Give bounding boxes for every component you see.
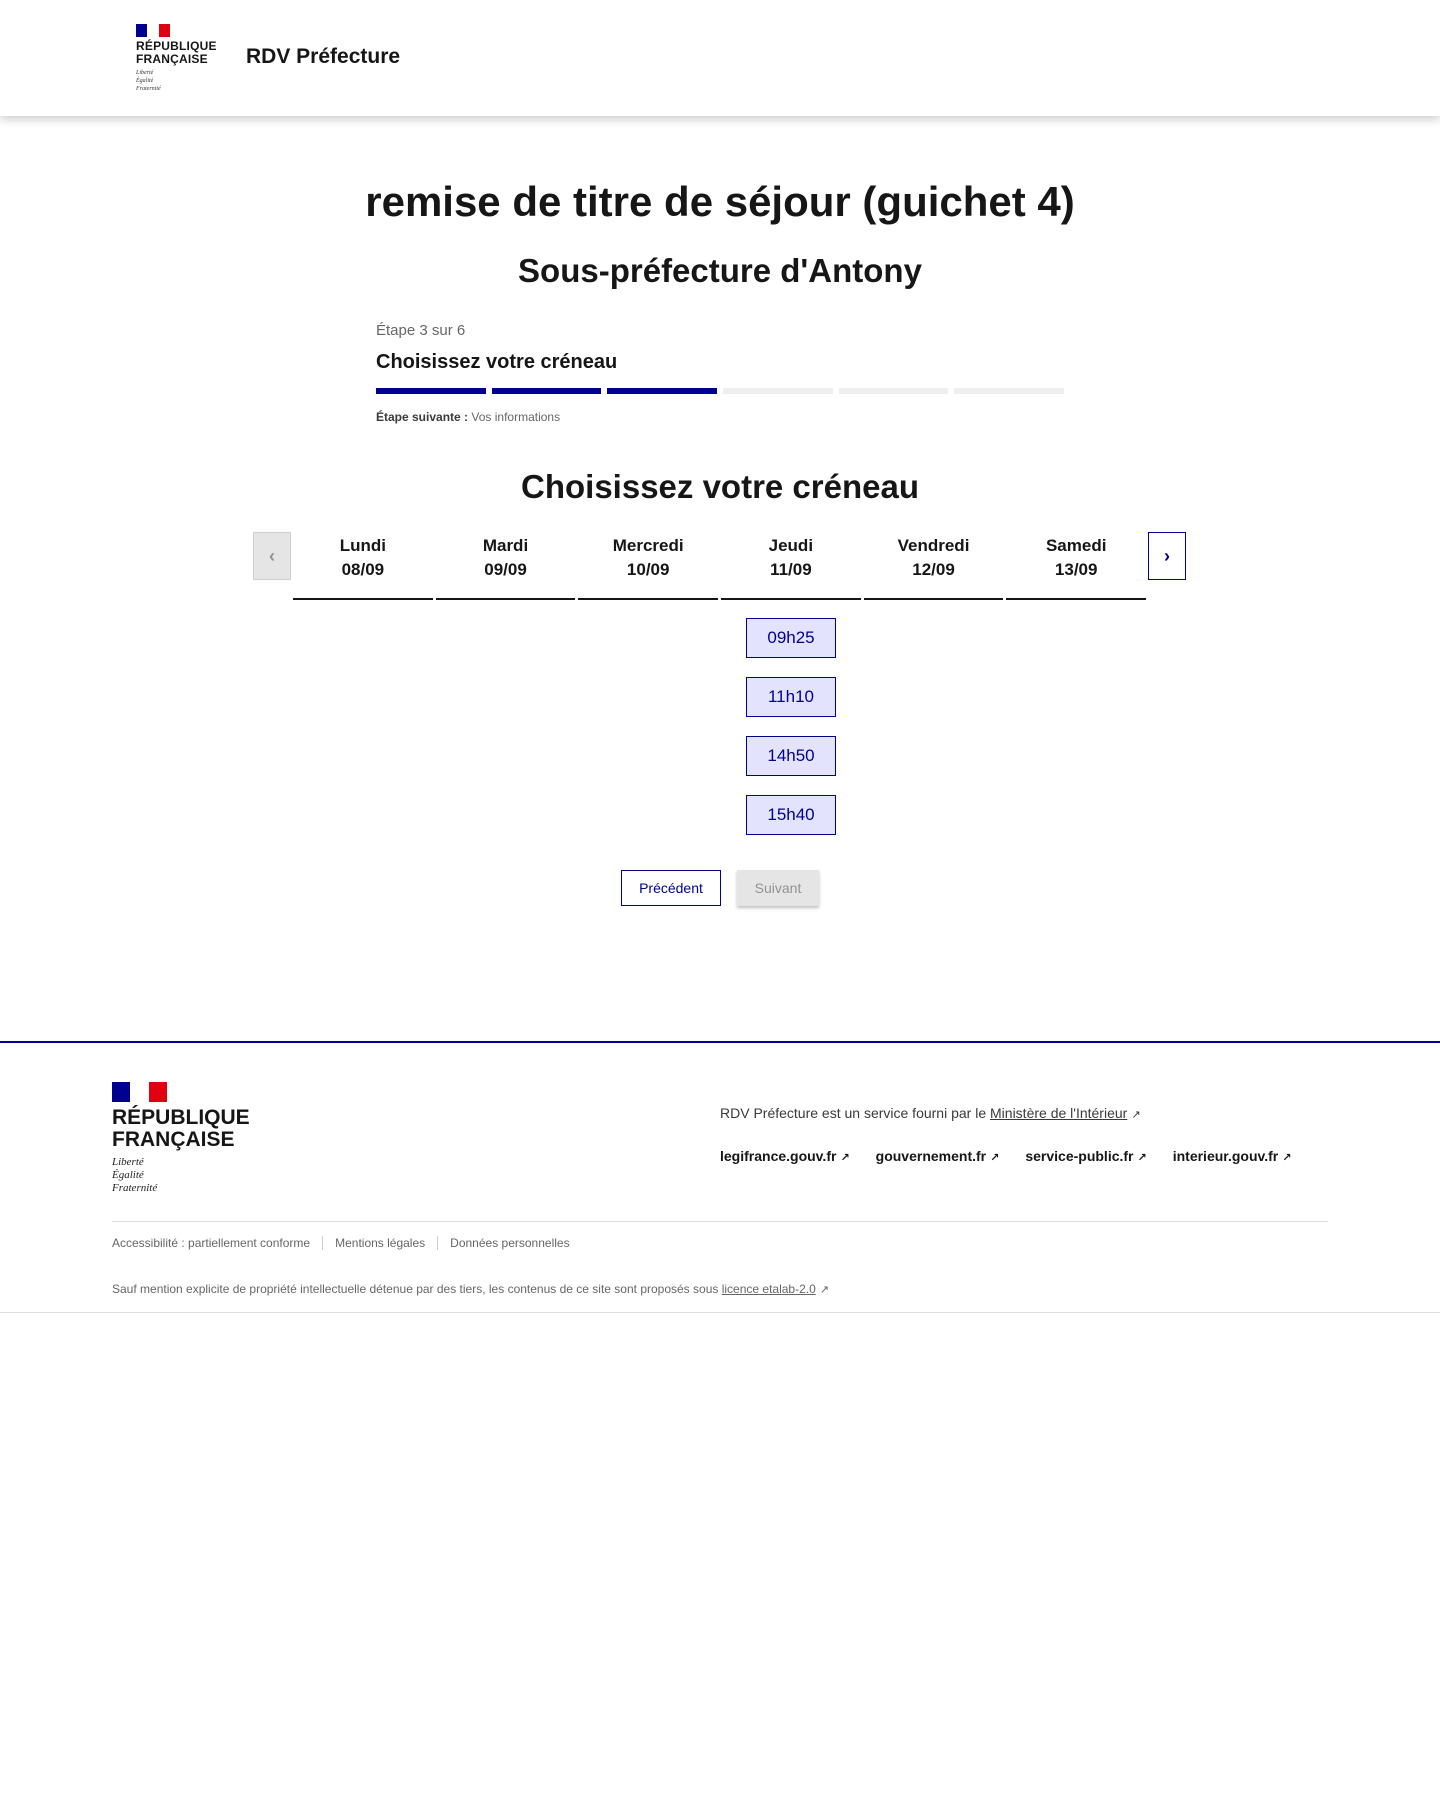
- stepper-next-step: [376, 410, 1064, 424]
- section-title: Choisissez votre créneau: [521, 468, 919, 505]
- external-link-icon: ↗: [819, 1284, 829, 1296]
- day-name: Jeudi: [768, 536, 814, 555]
- day-date: 12/09: [912, 560, 955, 579]
- day-name: Mercredi: [612, 536, 684, 555]
- day-name: Vendredi: [897, 536, 970, 555]
- chevron-left-icon: ‹: [269, 545, 275, 566]
- motto-line-2: Égalité: [136, 78, 154, 84]
- day-column-vendredi: [864, 532, 1004, 600]
- page-title: remise de titre de séjour (guichet 4): [365, 178, 1075, 225]
- stepper-segment: [839, 388, 949, 394]
- stepper-segment: [954, 388, 1064, 394]
- logo-line-1: RÉPUBLIQUE: [136, 39, 217, 53]
- external-link-icon: ↗: [840, 1152, 850, 1164]
- logo-text: [136, 40, 220, 66]
- day-column-samedi: [1006, 532, 1146, 600]
- footer-logo-motto: [112, 1156, 250, 1195]
- footer-link-gouvernement[interactable]: [876, 1148, 1000, 1164]
- page-subtitle: Sous-préfecture d'Antony: [518, 252, 922, 289]
- day-name: Mardi: [482, 536, 529, 555]
- time-slot-button[interactable]: 11h10: [746, 677, 836, 717]
- site-header: [0, 0, 1440, 116]
- footer-link-label: gouvernement.fr: [875, 1148, 987, 1164]
- day-name: Lundi: [339, 536, 386, 555]
- time-slots-jeudi: [746, 618, 836, 854]
- footer-link-label: service-public.fr: [1025, 1148, 1134, 1164]
- time-slot-button[interactable]: 09h25: [746, 618, 836, 658]
- footer-license: [112, 1282, 829, 1296]
- footer-republique-francaise-logo[interactable]: [112, 1082, 250, 1195]
- personal-data-link[interactable]: Données personnelles: [437, 1236, 581, 1250]
- calendar-days: [293, 532, 1146, 600]
- external-link-icon: ↗: [990, 1152, 1000, 1164]
- day-date: 13/09: [1054, 560, 1098, 579]
- footer-links: [720, 1148, 1291, 1164]
- day-column-mardi: [436, 532, 576, 600]
- marianne-flag-icon: [136, 24, 170, 37]
- chevron-right-icon: ›: [1164, 545, 1170, 566]
- republique-francaise-logo[interactable]: [136, 24, 220, 93]
- stepper-segment: [607, 388, 717, 394]
- footer-link-legifrance[interactable]: [720, 1148, 850, 1164]
- service-title[interactable]: RDV Préfecture: [246, 45, 401, 68]
- previous-week-button[interactable]: [253, 532, 291, 580]
- stepper-next-value: Vos informations: [471, 410, 561, 424]
- license-link[interactable]: licence etalab-2.0: [721, 1282, 816, 1296]
- footer-bottom-links: [112, 1236, 582, 1250]
- previous-button[interactable]: Précédent: [621, 870, 721, 906]
- footer-logo-line-1: RÉPUBLIQUE: [112, 1106, 250, 1129]
- day-column-lundi: [293, 532, 433, 600]
- external-link-icon: ↗: [1282, 1152, 1292, 1164]
- footer-motto-line-2: Égalité: [112, 1169, 144, 1181]
- stepper-progress: [376, 388, 1064, 394]
- logo-motto: [136, 69, 220, 93]
- footer-logo-line-2: FRANÇAISE: [112, 1128, 235, 1151]
- day-column-jeudi: [721, 532, 861, 600]
- license-text: Sauf mention explicite de propriété intellectuelle détenue par des tiers, les contenus de ce site sont proposés sous: [112, 1282, 719, 1296]
- motto-line-1: Liberté: [136, 70, 154, 76]
- day-date: 08/09: [341, 560, 385, 579]
- day-name: Samedi: [1045, 536, 1107, 555]
- slot-calendar: [253, 532, 1188, 602]
- time-slot-button[interactable]: 15h40: [746, 795, 836, 835]
- day-column-mercredi: [578, 532, 718, 600]
- logo-line-2: FRANÇAISE: [136, 52, 208, 66]
- external-link-icon: ↗: [1137, 1152, 1147, 1164]
- footer-link-service-public[interactable]: [1025, 1148, 1146, 1164]
- footer-description: [720, 1105, 1141, 1121]
- footer-link-label: interieur.gouv.fr: [1172, 1148, 1279, 1164]
- ministere-link[interactable]: Ministère de l'Intérieur: [990, 1105, 1128, 1121]
- stepper-segment: [723, 388, 833, 394]
- external-link-icon: ↗: [1131, 1109, 1141, 1121]
- footer-link-interieur[interactable]: [1173, 1148, 1292, 1164]
- footer-link-label: legifrance.gouv.fr: [720, 1148, 837, 1164]
- stepper-segment: [376, 388, 486, 394]
- day-date: 11/09: [770, 560, 812, 579]
- stepper-title: Choisissez votre créneau: [376, 351, 618, 373]
- next-button[interactable]: Suivant: [737, 870, 819, 906]
- motto-line-3: Fraternité: [136, 86, 161, 92]
- marianne-flag-icon: [112, 1082, 167, 1102]
- footer-divider: [112, 1221, 1328, 1222]
- legal-notice-link[interactable]: Mentions légales: [322, 1236, 437, 1250]
- stepper-state: Étape 3 sur 6: [376, 322, 466, 339]
- day-date: 09/09: [484, 560, 527, 579]
- day-date: 10/09: [626, 560, 670, 579]
- footer-motto-line-3: Fraternité: [112, 1182, 158, 1194]
- site-footer: [0, 1041, 1440, 1313]
- next-week-button[interactable]: [1148, 532, 1186, 580]
- time-slot-button[interactable]: 14h50: [746, 736, 836, 776]
- stepper-segment: [492, 388, 602, 394]
- footer-logo-text: [112, 1107, 250, 1151]
- stepper-next-label: Étape suivante :: [376, 410, 469, 424]
- footer-motto-line-1: Liberté: [112, 1156, 144, 1168]
- accessibility-link[interactable]: Accessibilité : partiellement conforme: [112, 1236, 311, 1250]
- footer-desc-text: RDV Préfecture est un service fourni par le: [720, 1105, 987, 1121]
- stepper: [376, 322, 1064, 424]
